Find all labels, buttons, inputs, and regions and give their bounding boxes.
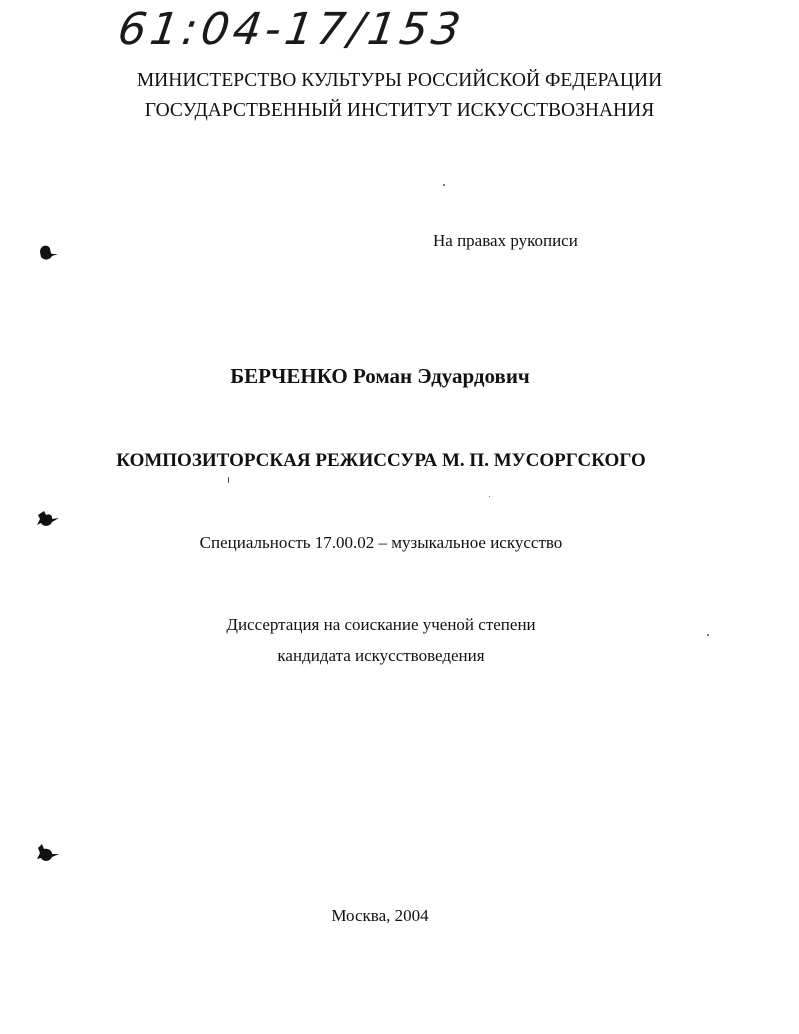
degree-line-2: кандидата искусствоведения (277, 646, 485, 665)
handwritten-archive-code: 61:04-17/153 (114, 4, 468, 55)
scan-speck (489, 496, 490, 497)
author-name: БЕРЧЕНКО Роман Эдуардович (230, 364, 530, 388)
scan-speck (228, 477, 229, 483)
binding-hole-mark-middle (34, 505, 60, 531)
specialty-line: Специальность 17.00.02 – музыкальное искусство (199, 533, 563, 552)
dissertation-title: КОМПОЗИТОРСКАЯ РЕЖИССУРА М. П. МУСОРГСКОГО (116, 450, 646, 471)
rights-note: На правах рукописи (433, 231, 578, 250)
scan-speck (707, 634, 709, 636)
scan-speck (443, 184, 445, 186)
binding-hole-mark-top (34, 240, 60, 264)
institute-heading: ГОСУДАРСТВЕННЫЙ ИНСТИТУТ ИСКУССТВОЗНАНИЯ (144, 100, 655, 121)
place-and-year: Москва, 2004 (331, 906, 429, 925)
ministry-heading: МИНИСТЕРСТВО КУЛЬТУРЫ РОССИЙСКОЙ ФЕДЕРАЦИИ (136, 70, 663, 91)
binding-hole-mark-bottom (34, 840, 60, 866)
degree-line-1: Диссертация на соискание ученой степени (226, 615, 536, 634)
